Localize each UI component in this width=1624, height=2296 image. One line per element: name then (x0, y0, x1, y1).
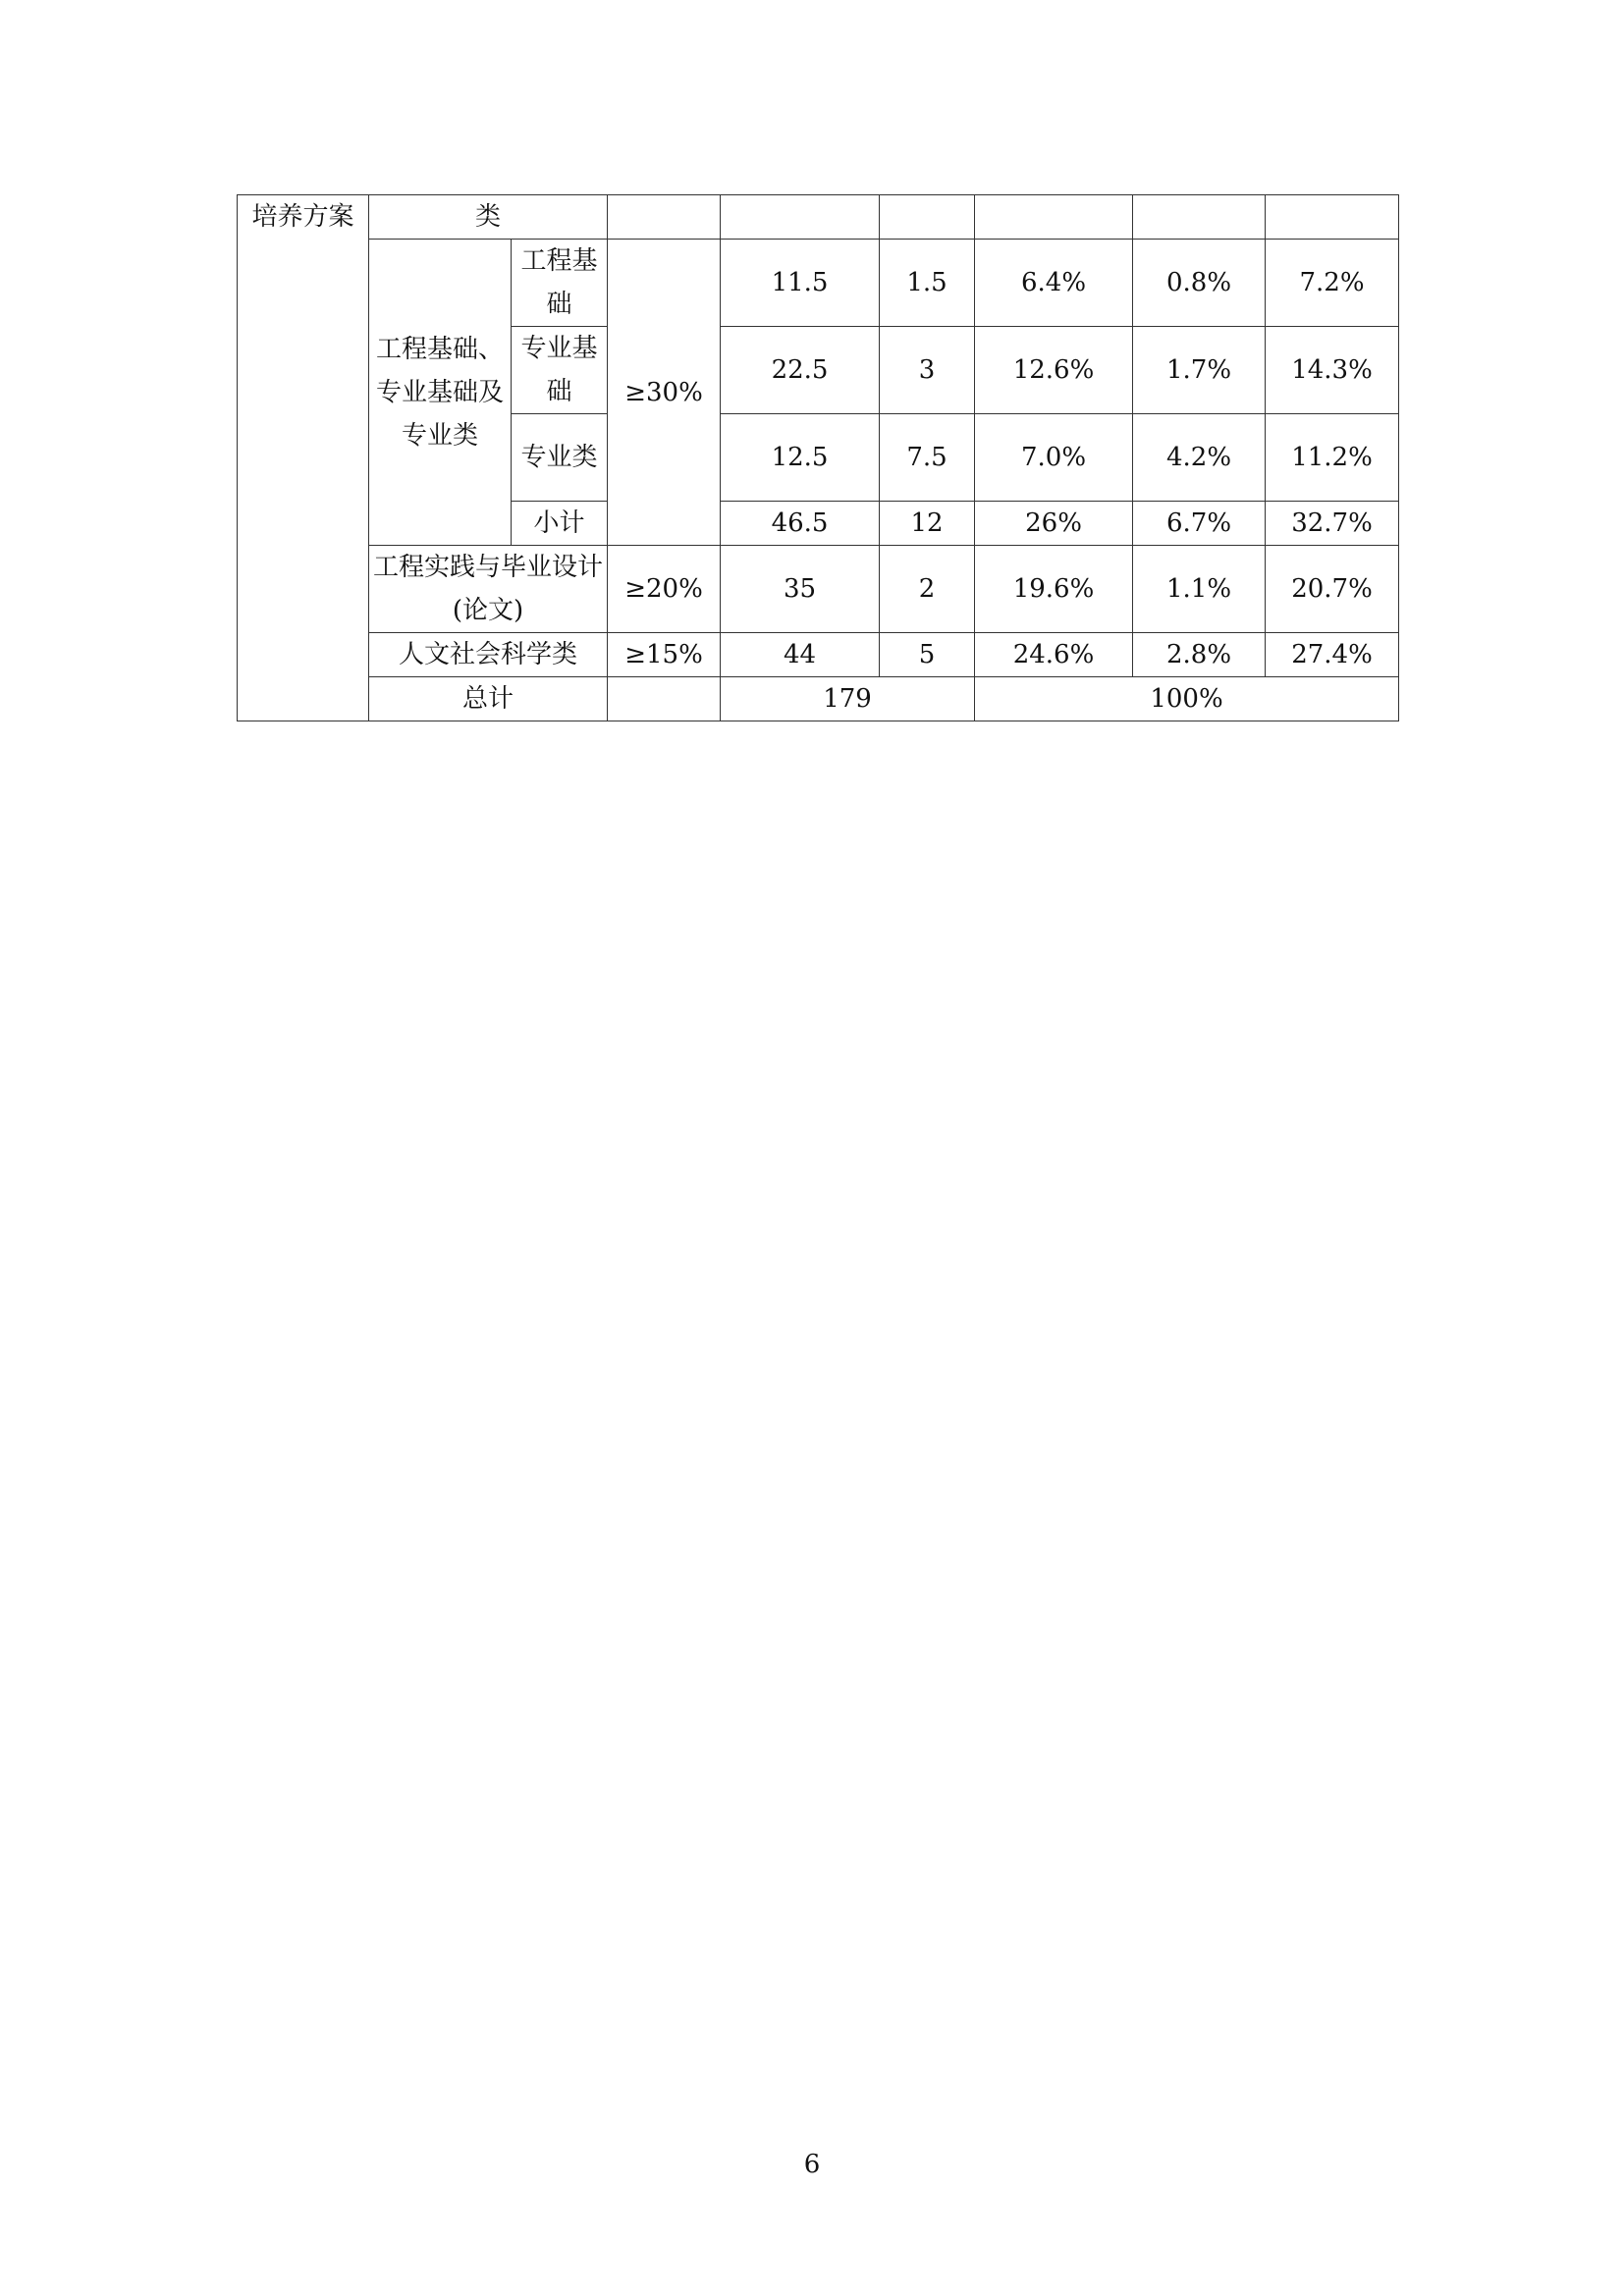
value-cell: 7.0% (975, 414, 1133, 502)
total-percent: 100% (975, 677, 1399, 721)
total-label: 总计 (369, 677, 608, 721)
category-cell: 人文社会科学类 (369, 633, 608, 677)
value-cell: 26% (975, 502, 1133, 546)
requirement-cell: ≥30% (608, 240, 721, 546)
value-cell: 32.7% (1266, 502, 1399, 546)
credit-distribution-table (237, 194, 1399, 721)
subcategory-cell: 专业基础 (512, 327, 608, 414)
value-cell: 12 (880, 502, 975, 546)
value-cell: 11.2% (1266, 414, 1399, 502)
table-row (238, 195, 1399, 240)
value-cell: 14.3% (1266, 327, 1399, 414)
subtotal-label: 小计 (512, 502, 608, 546)
subcategory-cell: 工程基础 (512, 240, 608, 327)
value-cell: 6.7% (1133, 502, 1266, 546)
total-credits: 179 (721, 677, 975, 721)
table-row (238, 546, 1399, 633)
value-cell: 1.1% (1133, 546, 1266, 633)
value-cell: 11.5 (721, 240, 880, 327)
table-row (238, 633, 1399, 677)
value-cell: 2.8% (1133, 633, 1266, 677)
empty-cell (1133, 195, 1266, 240)
value-cell: 0.8% (1133, 240, 1266, 327)
value-cell: 27.4% (1266, 633, 1399, 677)
value-cell: 4.2% (1133, 414, 1266, 502)
requirement-cell: ≥15% (608, 633, 721, 677)
empty-cell (880, 195, 975, 240)
value-cell: 7.2% (1266, 240, 1399, 327)
value-cell: 19.6% (975, 546, 1133, 633)
category-cell: 工程实践与毕业设计(论文) (369, 546, 608, 633)
subcategory-cell: 专业类 (512, 414, 608, 502)
requirement-cell: ≥20% (608, 546, 721, 633)
value-cell: 12.6% (975, 327, 1133, 414)
table-row (238, 240, 1399, 327)
empty-cell (1266, 195, 1399, 240)
value-cell: 1.5 (880, 240, 975, 327)
value-cell: 24.6% (975, 633, 1133, 677)
value-cell: 6.4% (975, 240, 1133, 327)
value-cell: 12.5 (721, 414, 880, 502)
category-cell: 类 (369, 195, 608, 240)
page-number: 6 (803, 2150, 821, 2179)
value-cell: 7.5 (880, 414, 975, 502)
training-plan-cell: 培养方案 (238, 195, 369, 721)
value-cell: 2 (880, 546, 975, 633)
value-cell: 20.7% (1266, 546, 1399, 633)
empty-cell (975, 195, 1133, 240)
value-cell: 22.5 (721, 327, 880, 414)
empty-cell (721, 195, 880, 240)
engineering-group-label: 工程基础、专业基础及专业类 (369, 240, 512, 546)
empty-cell (608, 195, 721, 240)
value-cell: 44 (721, 633, 880, 677)
value-cell: 5 (880, 633, 975, 677)
empty-cell (608, 677, 721, 721)
value-cell: 35 (721, 546, 880, 633)
value-cell: 46.5 (721, 502, 880, 546)
table-row (238, 677, 1399, 721)
value-cell: 1.7% (1133, 327, 1266, 414)
value-cell: 3 (880, 327, 975, 414)
